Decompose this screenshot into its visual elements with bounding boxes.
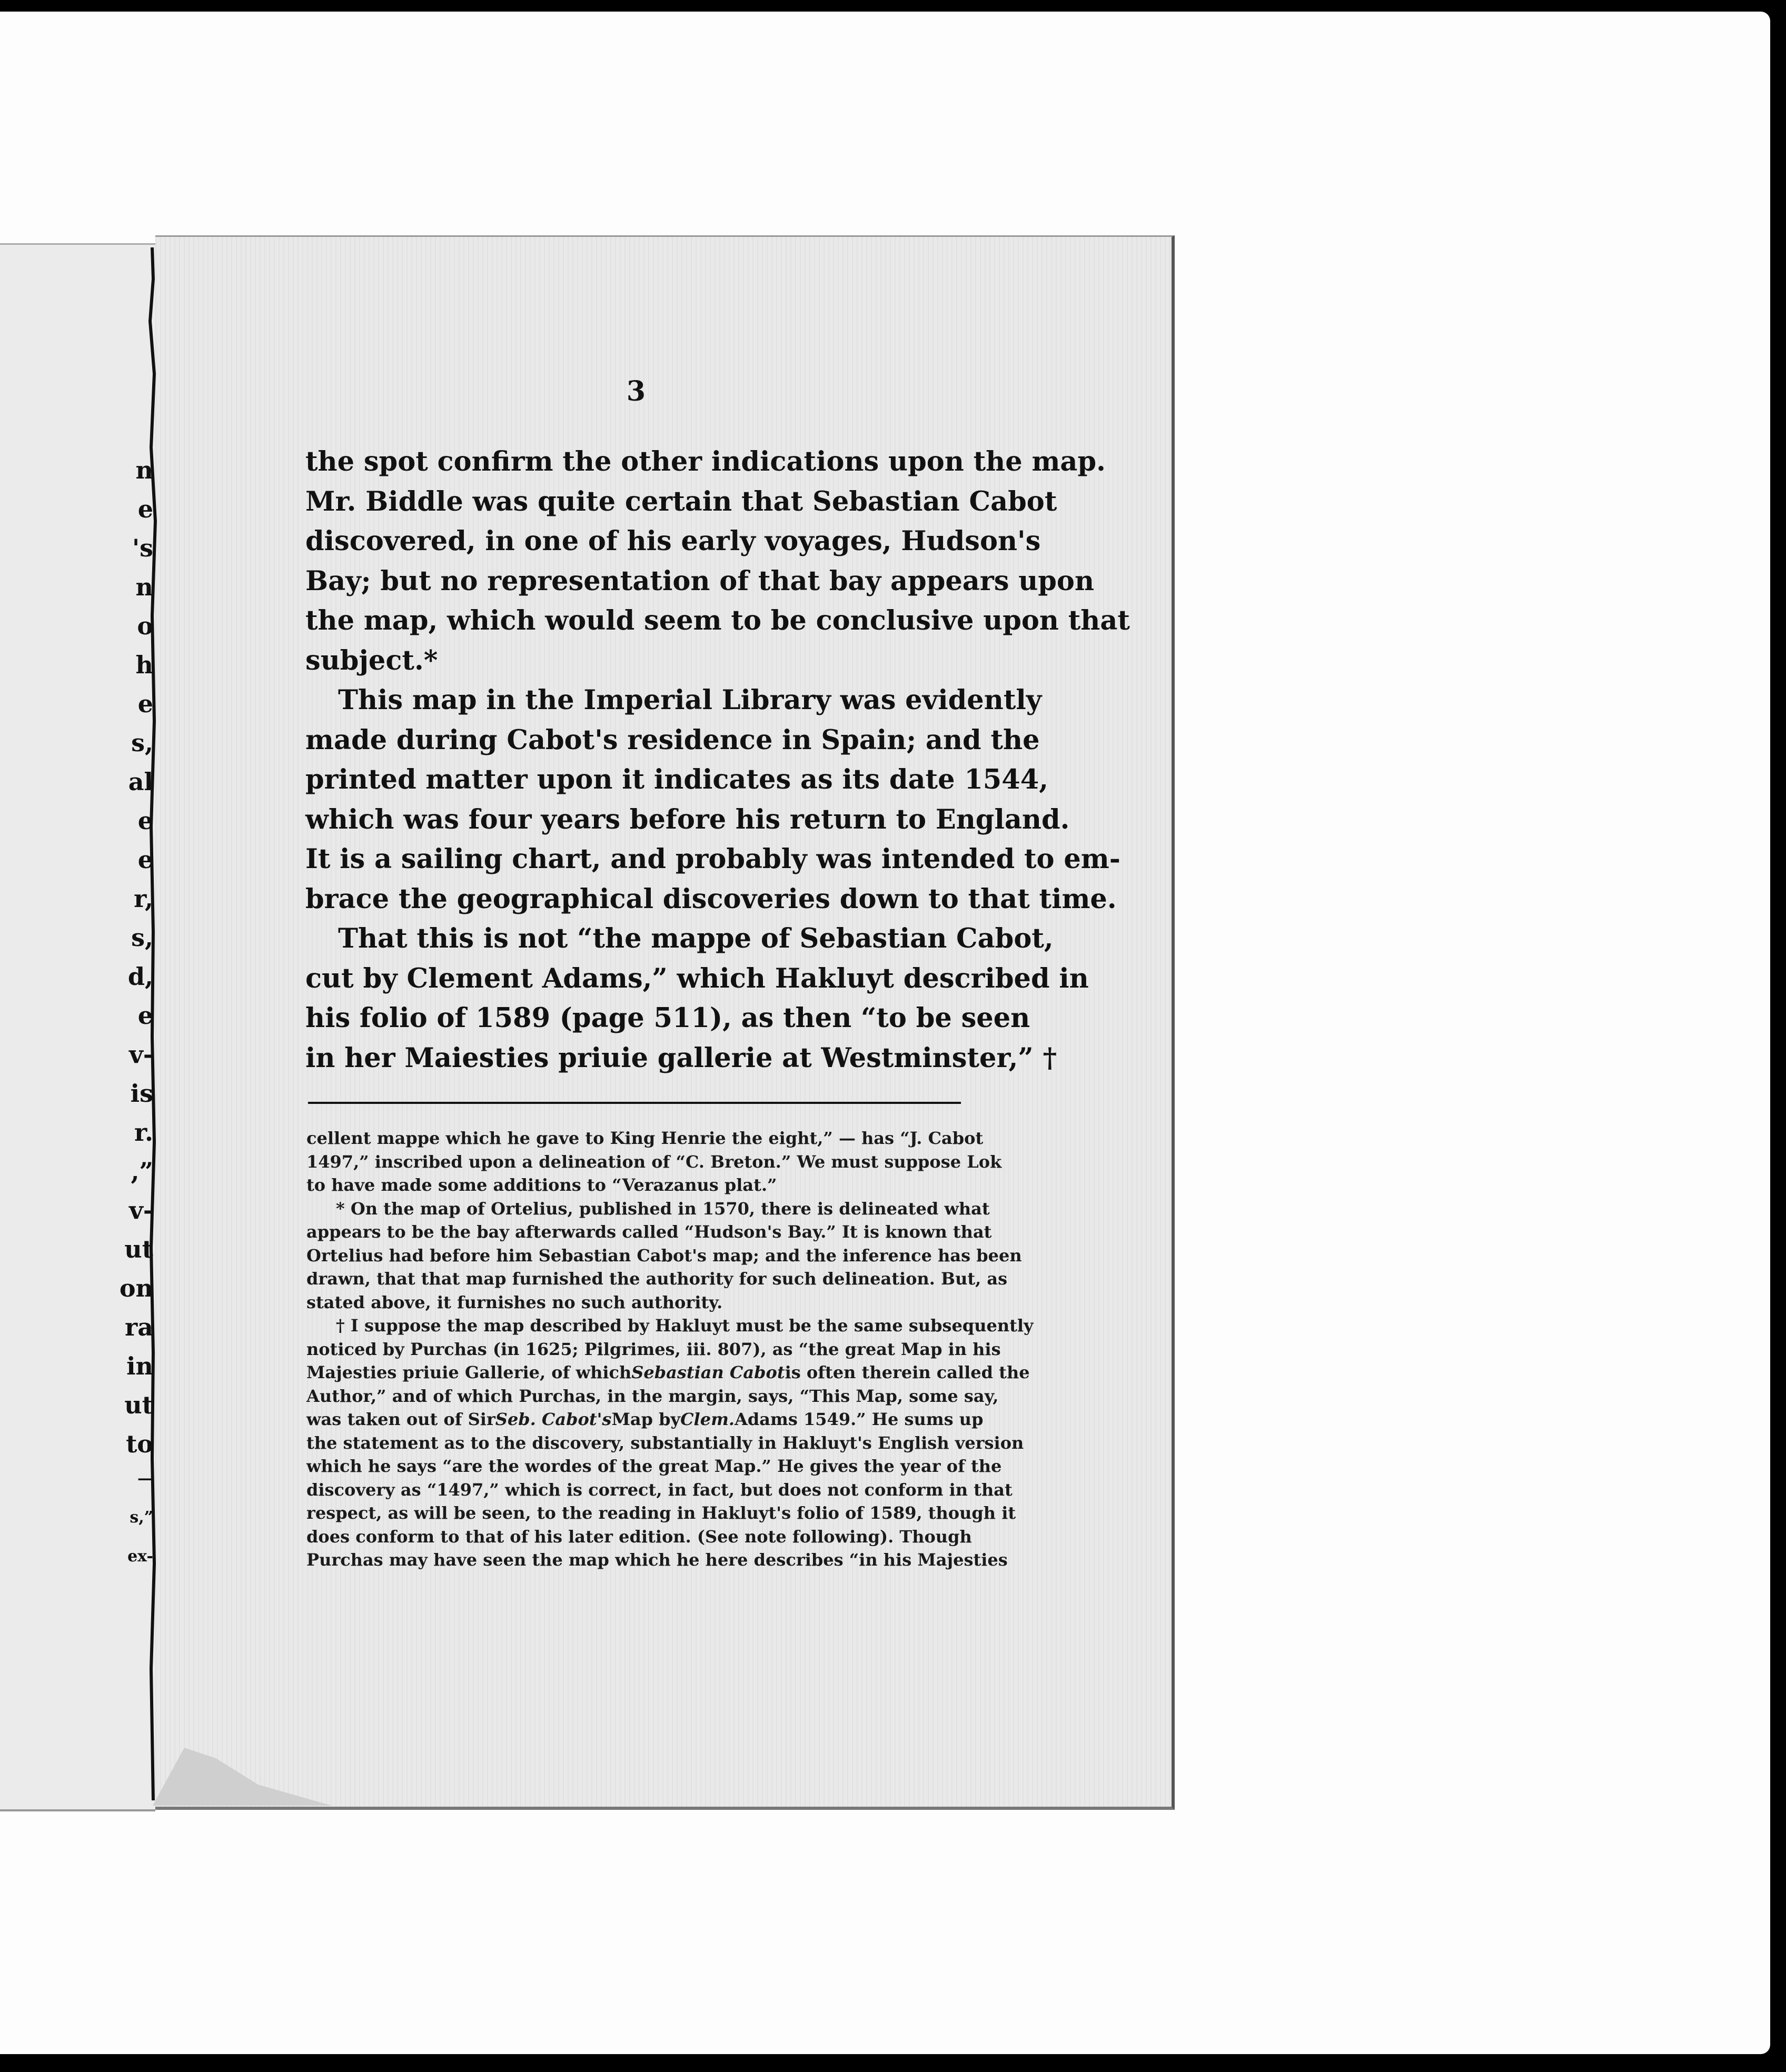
body-line: This map in the Imperial Library was evidently: [338, 684, 1042, 716]
footnote-line: 1497,” inscribed upon a delineation of “C. Breton.” We must suppose Lok: [306, 1151, 1002, 1172]
body-line: subject.*: [305, 644, 438, 676]
footnote-line: Author,” and of which Purchas, in the margin, says, “This Map, some say,: [306, 1386, 999, 1406]
footnote-line: * On the map of Ortelius, published in 1570, there is delineated what: [336, 1198, 990, 1219]
left-page-fragment: v-: [129, 1196, 153, 1224]
page-fold-shadow: [153, 1748, 332, 1806]
left-page-fragment: e: [137, 845, 153, 874]
body-line: the map, which would seem to be conclusive upon that: [305, 605, 1130, 636]
left-page-fragment: r,: [134, 884, 153, 913]
left-page-fragment: 's: [132, 534, 153, 562]
left-page-fragment: n: [135, 573, 153, 601]
footnote-line: Purchas may have seen the map which he here describes “in his Majesties: [306, 1550, 1008, 1570]
footnote-line: Majesties priuie Gallerie, of which Sebastian Cabot is often therein called the: [306, 1362, 1030, 1382]
footnote-line: does conform to that of his later edition. (See note following). Though: [306, 1526, 972, 1547]
left-page-fragment: on: [119, 1274, 153, 1302]
footnotes: [306, 1127, 1034, 1572]
body-line: made during Cabot's residence in Spain; and the: [305, 724, 1040, 756]
footnote-line: the statement as to the discovery, substantially in Hakluyt's English version: [306, 1432, 1024, 1453]
body-line: cut by Clement Adams,” which Hakluyt described in: [305, 962, 1089, 994]
left-page-fragment: ut: [124, 1235, 153, 1263]
left-page-fragment: ut: [124, 1391, 153, 1419]
book-spine: [146, 247, 158, 1800]
footnote-line: stated above, it furnishes no such authority.: [306, 1292, 723, 1312]
footnote-line: appears to be the bay afterwards called “Hudson's Bay.” It is known that: [306, 1222, 992, 1242]
left-page-fragment: n: [135, 456, 153, 484]
left-page-fragment: e: [137, 806, 153, 835]
left-page-fragment: o: [137, 612, 153, 640]
body-line: Bay; but no representation of that bay appears upon: [305, 565, 1095, 597]
left-page-fragment: is: [130, 1079, 153, 1108]
left-page-fragment: s,”: [130, 1508, 153, 1527]
left-page-fragment: r.: [134, 1118, 153, 1147]
body-line: It is a sailing chart, and probably was intended to em-: [305, 843, 1120, 875]
body-text: [305, 442, 1130, 1078]
body-line: That this is not “the mappe of Sebastian Cabot,: [338, 923, 1054, 954]
body-line: the spot confirm the other indications upon the map.: [305, 446, 1106, 477]
body-line: in her Maiesties priuie gallerie at Westminster,” †: [305, 1042, 1057, 1074]
body-line: printed matter upon it indicates as its date 1544,: [305, 764, 1049, 795]
footnote-line: Ortelius had before him Sebastian Cabot's map; and the inference has been: [306, 1245, 1022, 1266]
left-page-fragment: in: [126, 1352, 153, 1380]
body-line: which was four years before his return to England.: [305, 803, 1070, 835]
left-page-fragment: v-: [129, 1040, 153, 1069]
left-page-fragment: e: [137, 690, 153, 718]
body-line: Mr. Biddle was quite certain that Sebastian Cabot: [305, 485, 1057, 517]
footnote-line: † I suppose the map described by Hakluyt must be the same subsequently: [336, 1316, 1034, 1336]
left-page-fragment: s,: [131, 923, 153, 952]
left-page-fragment: ra: [124, 1313, 153, 1341]
footnote-line: to have made some additions to “Verazanus plat.”: [306, 1175, 777, 1195]
footnote-line: cellent mappe which he gave to King Henrie the eight,” — has “J. Cabot: [306, 1128, 984, 1148]
left-page-fragment: —: [137, 1469, 153, 1488]
left-page-fragment: ex-: [127, 1547, 153, 1566]
left-page-fragment: e: [137, 1001, 153, 1030]
footnote-line: respect, as will be seen, to the reading in Hakluyt's folio of 1589, though it: [306, 1503, 1016, 1523]
body-line: his folio of 1589 (page 511), as then “to be seen: [305, 1002, 1030, 1034]
footnote-line: drawn, that that map furnished the authority for such delineation. But, as: [306, 1269, 1008, 1289]
body-line: brace the geographical discoveries down to that time.: [305, 883, 1117, 915]
footnote-line: discovery as “1497,” which is correct, in fact, but does not conform in that: [306, 1479, 1013, 1500]
left-page-edge: [0, 243, 155, 1811]
left-page-fragment: ,”: [131, 1157, 153, 1186]
left-page-fragment: h: [135, 651, 153, 679]
footnote-line: noticed by Purchas (in 1625; Pilgrimes, iii. 807), as “the great Map in his: [306, 1339, 1001, 1359]
left-page-fragment: to: [126, 1430, 153, 1458]
footnote-line: which he says “are the wordes of the great Map.” He gives the year of the: [306, 1456, 1002, 1476]
left-page-fragment: s,: [131, 729, 153, 757]
footnote-line: was taken out of Sir Seb. Cabot's Map by Clem. Adams 1549.” He sums up: [306, 1409, 984, 1429]
left-page-fragment: d,: [127, 962, 153, 991]
body-line: discovered, in one of his early voyages, Hudson's: [305, 525, 1041, 557]
left-page-fragment: e: [137, 495, 153, 523]
footnote-rule: [308, 1102, 961, 1104]
page-number: 3: [626, 375, 646, 407]
left-page-fragment: al: [128, 768, 153, 796]
